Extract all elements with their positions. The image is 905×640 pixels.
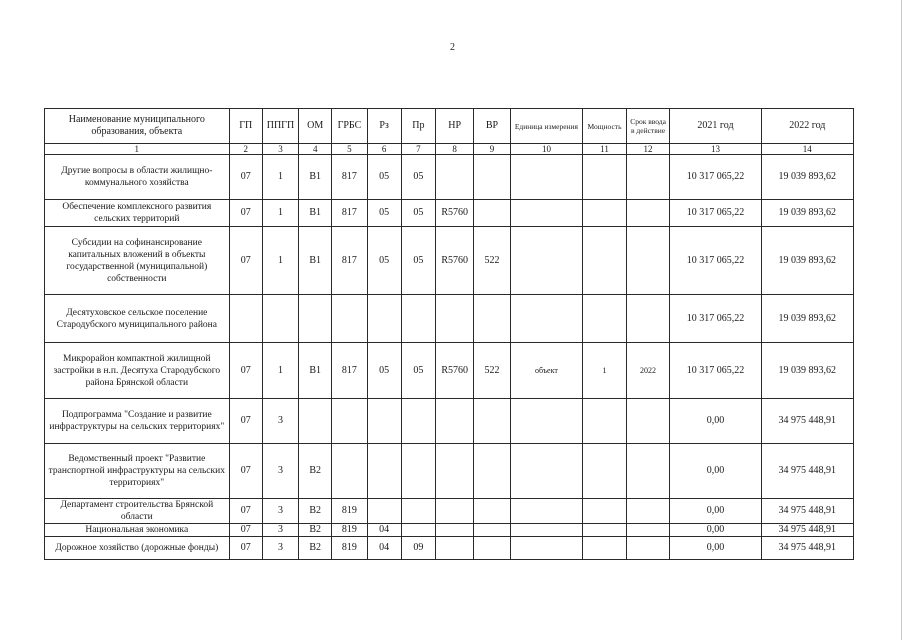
amount-2022-cell: 19 039 893,62 bbox=[761, 200, 853, 227]
unit-cell bbox=[510, 155, 583, 200]
vr-cell bbox=[474, 200, 510, 227]
header-grbs: ГРБС bbox=[332, 109, 367, 144]
om-cell: В1 bbox=[299, 343, 332, 399]
term-cell bbox=[626, 444, 670, 499]
amount-2022-cell: 19 039 893,62 bbox=[761, 227, 853, 295]
unit-cell bbox=[510, 537, 583, 560]
term-cell bbox=[626, 295, 670, 343]
row-name: Субсидии на софинансирование капитальных вложений в объекты государственной (муниципальной) собственности bbox=[45, 227, 230, 295]
om-cell bbox=[299, 295, 332, 343]
pr-cell bbox=[401, 444, 435, 499]
nr-cell bbox=[435, 155, 473, 200]
term-cell bbox=[626, 524, 670, 537]
amount-2022-cell: 34 975 448,91 bbox=[761, 524, 853, 537]
vr-cell: 522 bbox=[474, 343, 510, 399]
unit-cell bbox=[510, 399, 583, 444]
pr-cell bbox=[401, 524, 435, 537]
rz-cell: 05 bbox=[367, 155, 401, 200]
amount-2021-cell: 0,00 bbox=[670, 399, 761, 444]
table-row bbox=[45, 295, 854, 343]
unit-cell bbox=[510, 227, 583, 295]
om-cell bbox=[299, 399, 332, 444]
amount-2021-cell: 10 317 065,22 bbox=[670, 227, 761, 295]
header-term: Срок ввода в действие bbox=[626, 109, 670, 144]
column-number: 6 bbox=[367, 144, 401, 155]
amount-2021-cell: 10 317 065,22 bbox=[670, 155, 761, 200]
grbs-cell: 819 bbox=[332, 499, 367, 524]
gp-cell: 07 bbox=[229, 200, 262, 227]
amount-2022-cell: 19 039 893,62 bbox=[761, 155, 853, 200]
page-edge-line bbox=[901, 0, 902, 640]
nr-cell bbox=[435, 444, 473, 499]
pr-cell bbox=[401, 295, 435, 343]
power-cell bbox=[583, 227, 627, 295]
pr-cell: 05 bbox=[401, 227, 435, 295]
column-number: 3 bbox=[262, 144, 298, 155]
row-name: Подпрограмма "Создание и развитие инфраструктуры на сельских территориях" bbox=[45, 399, 230, 444]
om-cell: В1 bbox=[299, 155, 332, 200]
grbs-cell bbox=[332, 295, 367, 343]
power-cell bbox=[583, 295, 627, 343]
rz-cell bbox=[367, 444, 401, 499]
pr-cell: 05 bbox=[401, 155, 435, 200]
rz-cell: 05 bbox=[367, 200, 401, 227]
gp-cell: 07 bbox=[229, 227, 262, 295]
header-om: ОМ bbox=[299, 109, 332, 144]
power-cell bbox=[583, 499, 627, 524]
power-cell: 1 bbox=[583, 343, 627, 399]
row-name: Ведомственный проект "Развитие транспортной инфраструктуры на сельских территориях" bbox=[45, 444, 230, 499]
gp-cell: 07 bbox=[229, 537, 262, 560]
column-number: 13 bbox=[670, 144, 761, 155]
column-number: 9 bbox=[474, 144, 510, 155]
gp-cell: 07 bbox=[229, 524, 262, 537]
amount-2022-cell: 34 975 448,91 bbox=[761, 444, 853, 499]
om-cell: В1 bbox=[299, 227, 332, 295]
grbs-cell: 819 bbox=[332, 524, 367, 537]
rz-cell: 05 bbox=[367, 343, 401, 399]
table-row bbox=[45, 200, 854, 227]
gp-cell: 07 bbox=[229, 155, 262, 200]
nr-cell: R5760 bbox=[435, 200, 473, 227]
vr-cell: 522 bbox=[474, 227, 510, 295]
header-ppgp: ППГП bbox=[262, 109, 298, 144]
header-gp: ГП bbox=[229, 109, 262, 144]
gp-cell: 07 bbox=[229, 499, 262, 524]
rz-cell: 05 bbox=[367, 227, 401, 295]
rz-cell bbox=[367, 499, 401, 524]
row-name: Другие вопросы в области жилищно-коммунального хозяйства bbox=[45, 155, 230, 200]
ppgp-cell bbox=[262, 295, 298, 343]
grbs-cell: 817 bbox=[332, 343, 367, 399]
term-cell bbox=[626, 399, 670, 444]
unit-cell bbox=[510, 499, 583, 524]
nr-cell: R5760 bbox=[435, 227, 473, 295]
rz-cell: 04 bbox=[367, 524, 401, 537]
om-cell: В2 bbox=[299, 444, 332, 499]
power-cell bbox=[583, 155, 627, 200]
column-number: 11 bbox=[583, 144, 627, 155]
column-number: 4 bbox=[299, 144, 332, 155]
table-row bbox=[45, 537, 854, 560]
vr-cell bbox=[474, 524, 510, 537]
table-row bbox=[45, 524, 854, 537]
column-number-row bbox=[45, 144, 854, 155]
grbs-cell: 819 bbox=[332, 537, 367, 560]
pr-cell: 05 bbox=[401, 343, 435, 399]
row-name: Десятуховское сельское поселение Стародубского муниципального района bbox=[45, 295, 230, 343]
term-cell: 2022 bbox=[626, 343, 670, 399]
ppgp-cell: 3 bbox=[262, 524, 298, 537]
power-cell bbox=[583, 524, 627, 537]
nr-cell bbox=[435, 399, 473, 444]
table-row bbox=[45, 343, 854, 399]
amount-2022-cell: 19 039 893,62 bbox=[761, 343, 853, 399]
column-number: 5 bbox=[332, 144, 367, 155]
column-number: 7 bbox=[401, 144, 435, 155]
amount-2022-cell: 34 975 448,91 bbox=[761, 399, 853, 444]
vr-cell bbox=[474, 444, 510, 499]
amount-2022-cell: 34 975 448,91 bbox=[761, 537, 853, 560]
row-name: Дорожное хозяйство (дорожные фонды) bbox=[45, 537, 230, 560]
header-pr: Пр bbox=[401, 109, 435, 144]
table-row bbox=[45, 155, 854, 200]
amount-2022-cell: 19 039 893,62 bbox=[761, 295, 853, 343]
header-rz: Рз bbox=[367, 109, 401, 144]
term-cell bbox=[626, 499, 670, 524]
unit-cell bbox=[510, 444, 583, 499]
term-cell bbox=[626, 155, 670, 200]
power-cell bbox=[583, 444, 627, 499]
ppgp-cell: 3 bbox=[262, 499, 298, 524]
om-cell: В2 bbox=[299, 524, 332, 537]
header-nr: НР bbox=[435, 109, 473, 144]
gp-cell: 07 bbox=[229, 444, 262, 499]
unit-cell: объект bbox=[510, 343, 583, 399]
column-number: 14 bbox=[761, 144, 853, 155]
vr-cell bbox=[474, 399, 510, 444]
amount-2021-cell: 0,00 bbox=[670, 524, 761, 537]
pr-cell: 09 bbox=[401, 537, 435, 560]
header-2021: 2021 год bbox=[670, 109, 761, 144]
column-number: 2 bbox=[229, 144, 262, 155]
amount-2021-cell: 10 317 065,22 bbox=[670, 343, 761, 399]
vr-cell bbox=[474, 537, 510, 560]
grbs-cell: 817 bbox=[332, 200, 367, 227]
nr-cell bbox=[435, 524, 473, 537]
term-cell bbox=[626, 537, 670, 560]
pr-cell: 05 bbox=[401, 200, 435, 227]
gp-cell: 07 bbox=[229, 399, 262, 444]
grbs-cell: 817 bbox=[332, 155, 367, 200]
column-number: 1 bbox=[45, 144, 230, 155]
table-header-row bbox=[45, 109, 854, 144]
vr-cell bbox=[474, 155, 510, 200]
ppgp-cell: 3 bbox=[262, 444, 298, 499]
gp-cell: 07 bbox=[229, 343, 262, 399]
power-cell bbox=[583, 537, 627, 560]
grbs-cell bbox=[332, 399, 367, 444]
om-cell: В2 bbox=[299, 499, 332, 524]
row-name: Микрорайон компактной жилищной застройки в н.п. Десятуха Стародубского района Брянской области bbox=[45, 343, 230, 399]
om-cell: В2 bbox=[299, 537, 332, 560]
vr-cell bbox=[474, 295, 510, 343]
row-name: Национальная экономика bbox=[45, 524, 230, 537]
unit-cell bbox=[510, 295, 583, 343]
header-power: Мощность bbox=[583, 109, 627, 144]
amount-2021-cell: 0,00 bbox=[670, 499, 761, 524]
term-cell bbox=[626, 200, 670, 227]
amount-2022-cell: 34 975 448,91 bbox=[761, 499, 853, 524]
om-cell: В1 bbox=[299, 200, 332, 227]
nr-cell: R5760 bbox=[435, 343, 473, 399]
pr-cell bbox=[401, 399, 435, 444]
ppgp-cell: 1 bbox=[262, 227, 298, 295]
ppgp-cell: 1 bbox=[262, 155, 298, 200]
header-vr: ВР bbox=[474, 109, 510, 144]
column-number: 10 bbox=[510, 144, 583, 155]
ppgp-cell: 1 bbox=[262, 200, 298, 227]
ppgp-cell: 1 bbox=[262, 343, 298, 399]
rz-cell bbox=[367, 399, 401, 444]
budget-table bbox=[44, 108, 854, 560]
table-row bbox=[45, 399, 854, 444]
ppgp-cell: 3 bbox=[262, 537, 298, 560]
gp-cell bbox=[229, 295, 262, 343]
grbs-cell bbox=[332, 444, 367, 499]
amount-2021-cell: 10 317 065,22 bbox=[670, 295, 761, 343]
power-cell bbox=[583, 399, 627, 444]
grbs-cell: 817 bbox=[332, 227, 367, 295]
term-cell bbox=[626, 227, 670, 295]
rz-cell: 04 bbox=[367, 537, 401, 560]
ppgp-cell: 3 bbox=[262, 399, 298, 444]
pr-cell bbox=[401, 499, 435, 524]
nr-cell bbox=[435, 295, 473, 343]
table-row bbox=[45, 499, 854, 524]
header-2022: 2022 год bbox=[761, 109, 853, 144]
row-name: Обеспечение комплексного развития сельских территорий bbox=[45, 200, 230, 227]
vr-cell bbox=[474, 499, 510, 524]
power-cell bbox=[583, 200, 627, 227]
table-row bbox=[45, 444, 854, 499]
amount-2021-cell: 10 317 065,22 bbox=[670, 200, 761, 227]
column-number: 8 bbox=[435, 144, 473, 155]
nr-cell bbox=[435, 499, 473, 524]
amount-2021-cell: 0,00 bbox=[670, 444, 761, 499]
rz-cell bbox=[367, 295, 401, 343]
unit-cell bbox=[510, 524, 583, 537]
column-number: 12 bbox=[626, 144, 670, 155]
unit-cell bbox=[510, 200, 583, 227]
table-row bbox=[45, 227, 854, 295]
amount-2021-cell: 0,00 bbox=[670, 537, 761, 560]
page-number: 2 bbox=[450, 42, 455, 53]
header-name: Наименование муниципального образования, объекта bbox=[45, 109, 230, 144]
nr-cell bbox=[435, 537, 473, 560]
header-unit: Единица измерения bbox=[510, 109, 583, 144]
row-name: Департамент строительства Брянской области bbox=[45, 499, 230, 524]
